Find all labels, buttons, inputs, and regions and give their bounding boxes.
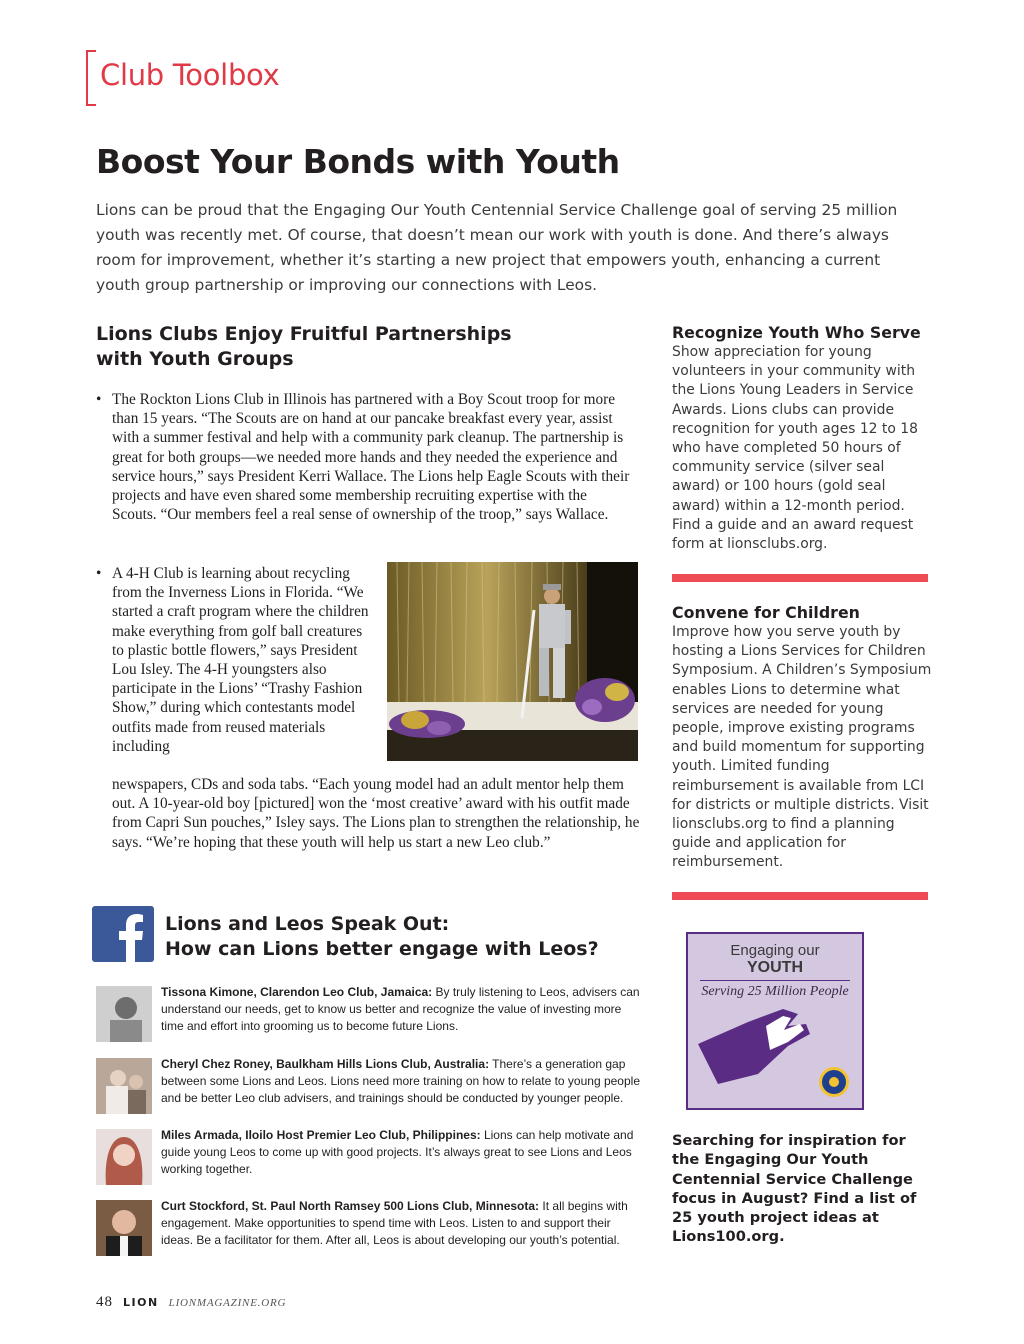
flower-arrangement-right [575,678,635,722]
quote-speaker: Tissona Kimone, Clarendon Leo Club, Jamaica: [161,985,433,999]
recognize-youth-title: Recognize Youth Who Serve [672,323,921,342]
convene-children-body: Improve how you serve youth by hosting a Lions Services for Children Symposium. A Children’s Symposium enables Lions to determine what services are needed for young people, improve existing programs and build momentum for supporting youth. Limited funding reimbursement is available from LCI for districts or multiple districts. Visit lionsclubs.org to find a planning guide and application for reimbursement. [672,624,932,871]
quote-speaker: Cheryl Chez Roney, Baulkham Hills Lions Club, Australia: [161,1057,490,1071]
trashy-fashion-show-photo [387,562,638,761]
intro-paragraph: Lions can be proud that the Engaging Our Youth Centennial Service Challenge goal of serving 25 million youth was recently met. Of course, that doesn’t mean our work with youth is done. And there’s always room for improvement, whether it’s starting a new project that empowers youth, enhancing a current youth group partnership or improving our connections with Leos. [96,201,898,294]
magazine-name: LION [123,1296,159,1309]
quote-item [161,984,641,1035]
recognize-youth-box [672,323,932,554]
bullet-4h-text: A 4-H Club is learning about recycling from the Inverness Lions in Florida. “We started a craft program where the children make everything from golf ball creatures to plastic bottle flowers,” says President Lou Isley. The 4-H youngsters also participate in the Lions’ “Trashy Fashion Show,” during which contestants model outfits made from reused materials including [112,565,369,755]
bullet-4h-continued: newspapers, CDs and soda tabs. “Each young model had an adult mentor help them out. A 10-year-old boy [pictured] won the ‘most creative’ award with his outfit made from Capri Sun pouches,” Isley says. The Lions plan to strengthen the relationship, he says. “We’re hoping that these youth will help us start a new Leo club.” [112,776,640,851]
recognize-youth-body: Show appreciation for young volunteers in your community with the Lions Young Leaders in Service Awards. Lions clubs can provide recognition for youth ages 12 to 18 who have completed 50 hours of community service (silver seal award) or 100 hours (gold seal award) within a 12-month period. Find a guide and an award request form at lionsclubs.org. [672,344,918,553]
inspiration-callout: Searching for inspiration for the Engaging Our Youth Centennial Service Challenge focus in August? Find a list of 25 youth project ideas at Lions100.org. [672,1132,917,1246]
eoy-line2: YOUTH [747,959,803,976]
convene-children-title: Convene for Children [672,603,860,622]
bullet-rockton-text: The Rockton Lions Club in Illinois has partnered with a Boy Scout troop for more than 15 years. “The Scouts are on hand at our pancake breakfast every year, assist with a summer festival and help with a community park cleanup. The partnership is great for both groups—we needed more hands and they needed the experience and service hours,” says President Kerri Wallace. The Lions help Eagle Scouts with their projects and have even shared some membership recruiting expertise with the Scouts. “Our members feel a real sense of ownership of the troop,” says Wallace. [112,391,630,524]
section-label: Club Toolbox [100,58,280,92]
divider-bar [672,892,928,900]
page-footer [96,1294,286,1311]
avatar [96,1058,152,1114]
avatar [96,1129,152,1185]
quote-text: It all begins with engagement. Make opportunities to spend time with Leos. Listen to and support their ideas. Be a facilitator for them. After all, Leos is about developing our youth’s potential. [161,1199,628,1247]
partnerships-heading [96,322,516,372]
speak-out-title-line2: How can Lions better engage with Leos? [165,938,599,960]
quote-speaker: Curt Stockford, St. Paul North Ramsey 500 Lions Club, Minnesota: [161,1199,540,1213]
eoy-tagline: Serving 25 Million People [701,984,849,999]
quote-item [161,1127,641,1178]
page-title: Boost Your Bonds with Youth [96,142,620,181]
page-number: 48 [96,1294,113,1310]
magazine-url: LIONMAGAZINE.ORG [168,1297,287,1309]
stage-photo-illustration [387,562,638,761]
hands-icon [688,934,862,1108]
eoy-line1: Engaging our [730,942,820,959]
avatar [96,1200,152,1256]
speak-out-heading [165,912,599,962]
bullet-dot: • [96,391,102,408]
divider-bar [672,574,928,582]
facebook-icon [92,906,154,962]
section-bracket [86,50,96,106]
avatar [96,986,152,1042]
quote-text: There’s a generation gap between some Lions and Leos. Lions need more training on how to relate to young people and be better Leo club advisers, and trainings should be conducted by younger people. [161,1057,640,1105]
flower-arrangement-left [389,710,465,738]
convene-children-box [672,603,932,873]
bullet-dot: • [96,565,102,582]
facebook-f-glyph [92,906,154,962]
bullet-4h [96,564,376,756]
speak-out-title-line1: Lions and Leos Speak Out: [165,913,450,935]
partnerships-heading-line2: with Youth Groups [96,348,294,370]
quote-text: Lions can help motivate and guide young Leos to come up with good projects. It’s always great to see Lions and Leos working together. [161,1128,634,1176]
quote-item [161,1056,641,1107]
quote-speaker: Miles Armada, Iloilo Host Premier Leo Club, Philippines: [161,1128,481,1142]
engaging-our-youth-logo [686,932,864,1110]
partnerships-heading-line1: Lions Clubs Enjoy Fruitful Partnerships [96,323,512,345]
avatar-photo [96,986,152,1042]
quote-text: By truly listening to Leos, advisers can understand our needs, get to know us better and recognize the value of investing more time and effort into grooming us to become future Lions. [161,985,640,1033]
quote-item [161,1198,641,1249]
bullet-rockton [96,390,630,524]
avatar-photo [96,1200,152,1256]
avatar-photo [96,1129,152,1185]
avatar-photo [96,1058,152,1114]
